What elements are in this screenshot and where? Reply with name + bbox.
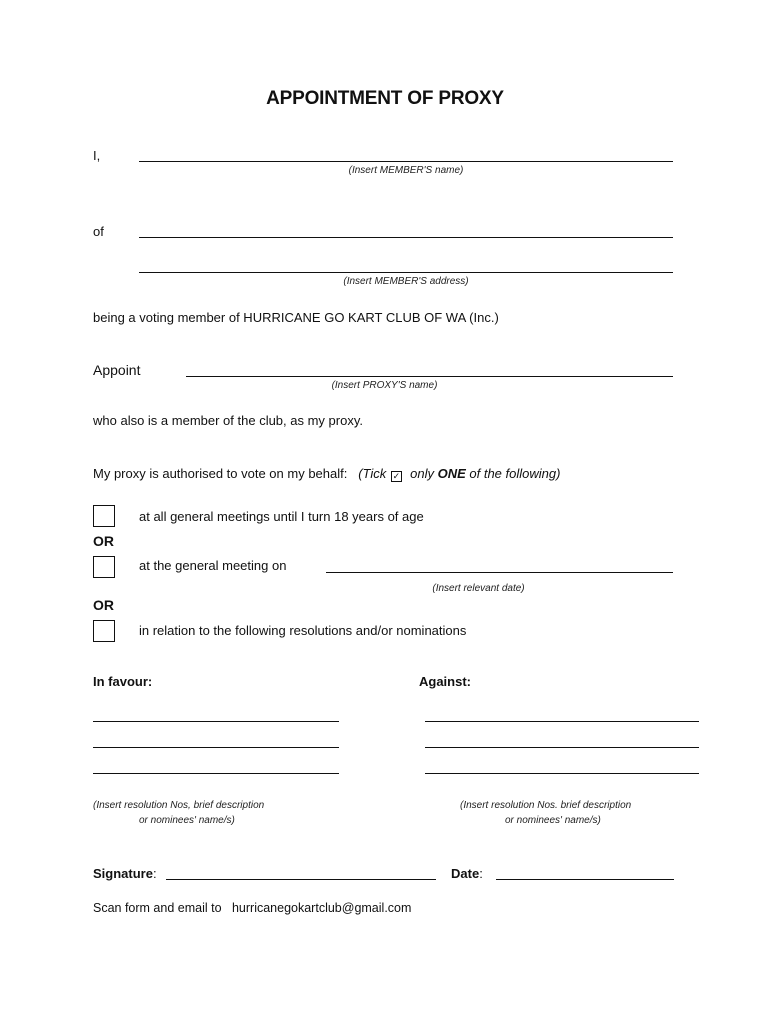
favour-line-3[interactable] — [93, 773, 339, 774]
submission-line — [93, 901, 411, 915]
against-hint-line1: (Insert resolution Nos. brief description — [460, 800, 632, 811]
option-resolutions-checkbox[interactable] — [93, 620, 115, 642]
in-favour-label: In favour: — [93, 674, 153, 689]
favour-hint-line2: or nominees' name/s) — [139, 815, 235, 826]
instruction-emphasis: ONE — [437, 466, 466, 481]
member-address-hint: (Insert MEMBER'S address) — [343, 276, 469, 287]
member-address-label: of — [93, 224, 104, 239]
tick-box-icon: ✓ — [392, 471, 401, 481]
against-hint-line2: or nominees' name/s) — [505, 815, 601, 826]
proxy-statement: who also is a member of the club, as my proxy. — [93, 413, 363, 428]
option-general-meeting-label: at the general meeting on — [139, 558, 287, 573]
option-general-meeting-checkbox[interactable] — [93, 556, 115, 578]
date-field[interactable] — [496, 879, 674, 880]
member-name-hint: (Insert MEMBER'S name) — [348, 165, 464, 176]
proxy-name-hint: (Insert PROXY'S name) — [331, 380, 438, 391]
member-name-field[interactable] — [139, 161, 673, 162]
meeting-date-hint: (Insert relevant date) — [432, 583, 525, 594]
against-line-3[interactable] — [425, 773, 699, 774]
member-name-label: I, — [93, 148, 101, 163]
member-address-field-line2[interactable] — [139, 272, 673, 273]
submission-text: Scan form and email to — [93, 901, 222, 915]
option-resolutions-label: in relation to the following resolutions and/or nominations — [139, 623, 467, 638]
authorisation-instruction — [358, 466, 560, 481]
favour-line-1[interactable] — [93, 721, 339, 722]
form-title: APPOINTMENT OF PROXY — [266, 88, 504, 109]
meeting-date-field[interactable] — [326, 572, 673, 573]
date-label-wrap: Date: — [451, 866, 483, 881]
against-line-1[interactable] — [425, 721, 699, 722]
instruction-post: of the following) — [469, 466, 561, 481]
or-separator-2: OR — [93, 597, 114, 613]
submission-email-link[interactable]: hurricanegokartclub@gmail.com — [231, 901, 412, 915]
option-all-meetings-label: at all general meetings until I turn 18 years of age — [139, 509, 424, 524]
instruction-pre: (Tick — [358, 466, 387, 481]
option-all-meetings-checkbox[interactable] — [93, 505, 115, 527]
favour-hint-line1: (Insert resolution Nos, brief description — [93, 800, 265, 811]
appoint-label: Appoint — [93, 362, 141, 378]
signature-field[interactable] — [166, 879, 436, 880]
proxy-name-field[interactable] — [186, 376, 673, 377]
membership-statement: being a voting member of HURRICANE GO KART CLUB OF WA (Inc.) — [93, 310, 499, 325]
date-label: Date — [451, 866, 480, 881]
authorisation-line — [93, 466, 560, 481]
instruction-mid: only — [410, 466, 434, 481]
signature-label: Signature — [93, 866, 153, 881]
or-separator-1: OR — [93, 533, 114, 549]
authorisation-text: My proxy is authorised to vote on my behalf: — [93, 466, 348, 481]
member-address-field-line1[interactable] — [139, 237, 673, 238]
favour-line-2[interactable] — [93, 747, 339, 748]
signature-label-wrap: Signature: — [93, 866, 157, 881]
against-line-2[interactable] — [425, 747, 699, 748]
against-label: Against: — [419, 674, 471, 689]
